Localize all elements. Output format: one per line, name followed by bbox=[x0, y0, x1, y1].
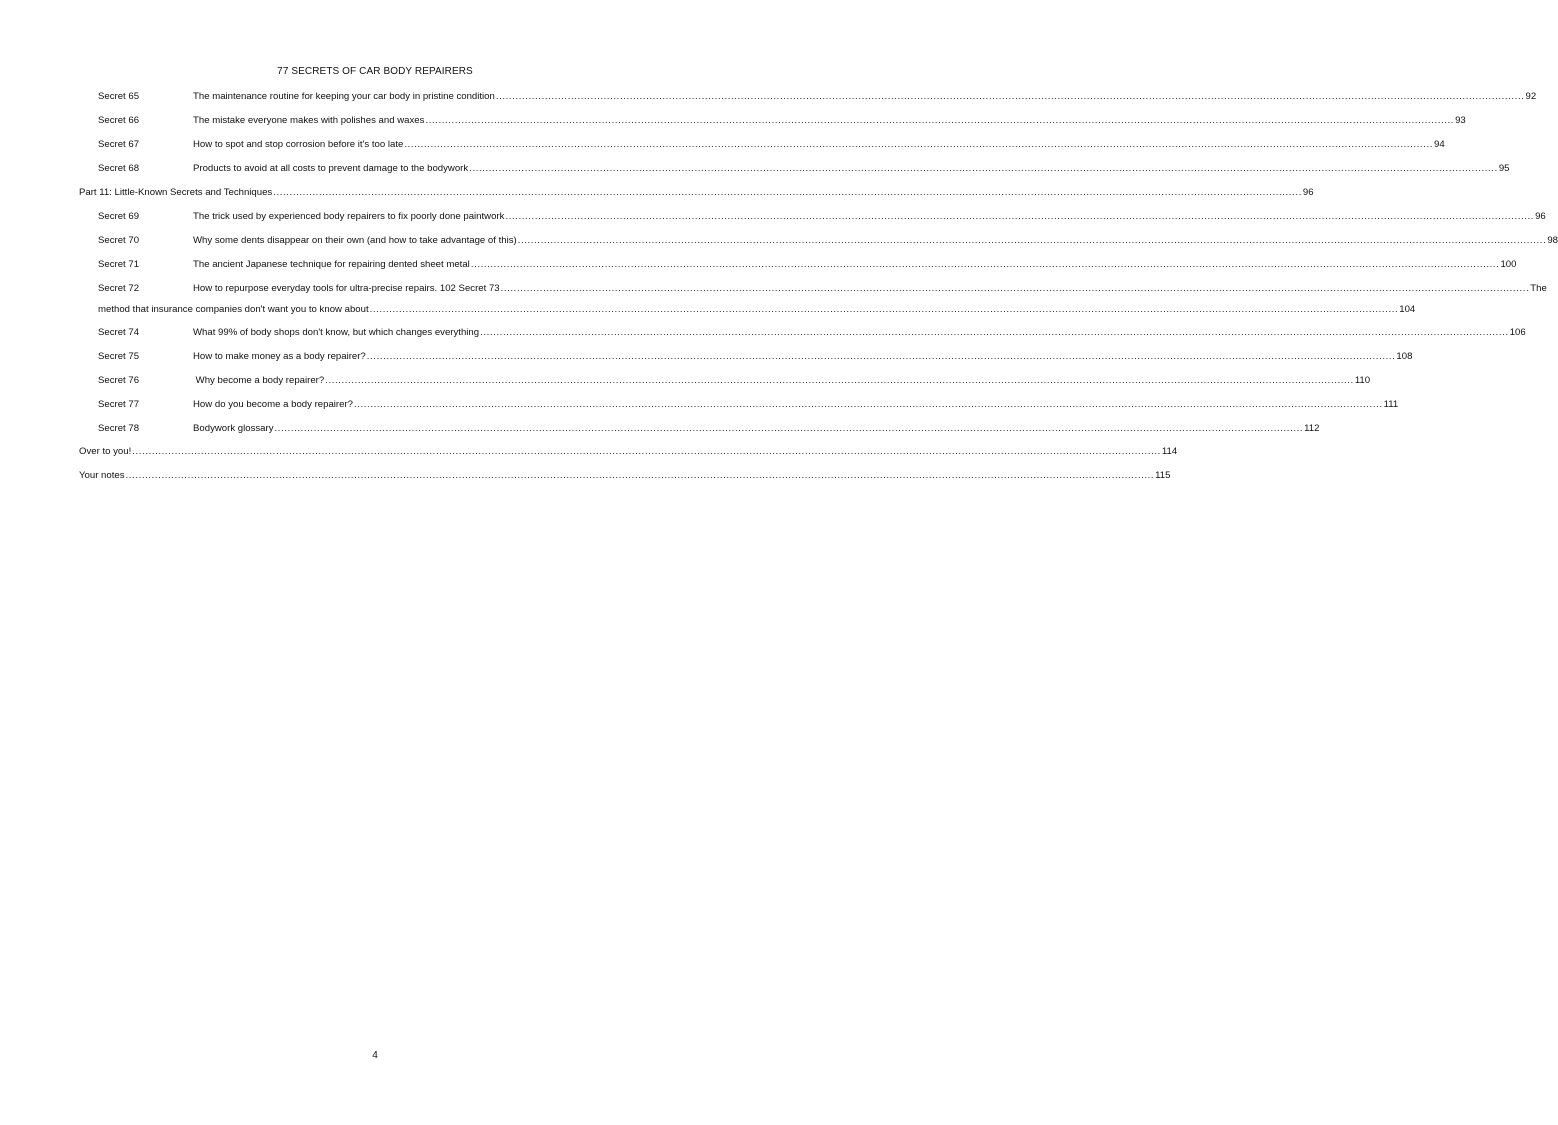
toc-entry-page: 96 bbox=[1535, 211, 1546, 222]
dot-leader bbox=[132, 445, 1161, 459]
dot-leader bbox=[518, 234, 1547, 248]
toc-entry-label: Secret 77 bbox=[98, 399, 140, 410]
running-header: 77 SECRETS OF CAR BODY REPAIRERS bbox=[277, 66, 473, 77]
toc-entry-over-to-you[interactable] bbox=[79, 445, 1178, 459]
toc-entry-title: Part 11: Little-Known Secrets and Techniques bbox=[79, 187, 273, 198]
toc-entry-secret-66[interactable] bbox=[98, 114, 1466, 128]
toc-entry-page: 100 bbox=[1500, 259, 1517, 270]
toc-entry-page: 114 bbox=[1161, 446, 1178, 457]
toc-entry-secret-78[interactable] bbox=[98, 422, 1320, 436]
toc-entry-title: The ancient Japanese technique for repairing dented sheet metal bbox=[193, 259, 470, 270]
toc-entry-label: Secret 75 bbox=[98, 351, 140, 362]
toc-entry-page: 115 bbox=[1155, 470, 1171, 481]
toc-entry-title: What 99% of body shops don't know, but which changes everything bbox=[193, 327, 480, 338]
dot-leader bbox=[404, 138, 1433, 152]
toc-entry-title: Over to you! bbox=[79, 446, 132, 457]
dot-leader bbox=[501, 282, 1530, 296]
toc-entry-page: 112 bbox=[1304, 423, 1320, 434]
dot-leader bbox=[496, 90, 1525, 104]
dot-leader bbox=[354, 398, 1383, 412]
dot-leader bbox=[469, 162, 1498, 176]
toc-entry-page: 95 bbox=[1498, 163, 1510, 174]
toc-entry-secret-68[interactable] bbox=[98, 162, 1510, 176]
toc-entry-title: Bodywork glossary bbox=[193, 423, 274, 434]
toc-entry-label: Secret 69 bbox=[98, 211, 140, 222]
dot-leader bbox=[367, 350, 1396, 364]
toc-entry-title: Products to avoid at all costs to prevent damage to the bodywork bbox=[193, 163, 469, 174]
toc-entry-secret-73-continued[interactable] bbox=[98, 303, 1416, 317]
dot-leader bbox=[425, 114, 1454, 128]
toc-entry-secret-75[interactable] bbox=[98, 350, 1413, 364]
toc-entry-page: The bbox=[1530, 283, 1547, 294]
toc-entry-label: Secret 71 bbox=[98, 259, 140, 270]
toc-entry-title: How to make money as a body repairer? bbox=[193, 351, 366, 362]
toc-entry-title: method that insurance companies don't want you to know about bbox=[98, 304, 369, 315]
toc-entry-title: How to repurpose everyday tools for ultra-precise repairs. 102 Secret 73 bbox=[193, 283, 500, 294]
toc-entry-page: 96 bbox=[1302, 187, 1314, 198]
toc-entry-label: Secret 68 bbox=[98, 163, 140, 174]
toc-entry-secret-77[interactable] bbox=[98, 398, 1399, 412]
toc-entry-title: The mistake everyone makes with polishes and waxes bbox=[193, 115, 425, 126]
toc-entry-secret-65[interactable] bbox=[98, 90, 1537, 104]
dot-leader bbox=[126, 469, 1155, 483]
toc-entry-page: 106 bbox=[1509, 327, 1526, 338]
toc-entry-label: Secret 78 bbox=[98, 423, 140, 434]
toc-entry-title: Your notes bbox=[79, 470, 125, 481]
page-number: 4 bbox=[372, 1050, 378, 1061]
dot-leader bbox=[471, 258, 1500, 272]
toc-entry-label: Secret 70 bbox=[98, 235, 140, 246]
dot-leader bbox=[480, 326, 1509, 340]
toc-entry-label: Secret 72 bbox=[98, 283, 140, 294]
toc-entry-page: 110 bbox=[1354, 375, 1371, 386]
toc-entry-label: Secret 67 bbox=[98, 139, 140, 150]
toc-entry-secret-67[interactable] bbox=[98, 138, 1445, 152]
toc-entry-title: The maintenance routine for keeping your car body in pristine condition bbox=[193, 91, 495, 102]
toc-entry-secret-69[interactable] bbox=[98, 210, 1546, 224]
dot-leader bbox=[325, 374, 1354, 388]
toc-entry-part-11[interactable] bbox=[79, 186, 1314, 200]
toc-entry-label: Secret 76 bbox=[98, 375, 140, 386]
toc-entry-title: Why some dents disappear on their own (and how to take advantage of this) bbox=[193, 235, 517, 246]
dot-leader bbox=[505, 210, 1534, 224]
toc-entry-secret-71[interactable] bbox=[98, 258, 1517, 272]
toc-entry-title: How do you become a body repairer? bbox=[193, 399, 353, 410]
toc-entry-secret-70[interactable] bbox=[98, 234, 1558, 248]
toc-entry-page: 108 bbox=[1396, 351, 1413, 362]
toc-entry-page: 94 bbox=[1433, 139, 1445, 150]
dot-leader bbox=[370, 303, 1399, 317]
toc-entry-page: 111 bbox=[1383, 399, 1399, 410]
toc-entry-label: Secret 66 bbox=[98, 115, 140, 126]
toc-entry-label: Secret 65 bbox=[98, 91, 140, 102]
toc-entry-page: 92 bbox=[1525, 91, 1537, 102]
toc-entry-page: 98 bbox=[1547, 235, 1558, 246]
dot-leader bbox=[273, 186, 1302, 200]
dot-leader bbox=[275, 422, 1304, 436]
toc-entry-your-notes[interactable] bbox=[79, 469, 1171, 483]
toc-entry-page: 104 bbox=[1399, 304, 1416, 315]
toc-entry-page: 93 bbox=[1455, 115, 1466, 126]
toc-entry-title: The trick used by experienced body repairers to fix poorly done paintwork bbox=[193, 211, 505, 222]
toc-entry-secret-72[interactable] bbox=[98, 282, 1547, 296]
toc-entry-title: How to spot and stop corrosion before it's too late bbox=[193, 139, 404, 150]
toc-entry-title: Why become a body repairer? bbox=[193, 375, 325, 386]
toc-entry-secret-74[interactable] bbox=[98, 326, 1526, 340]
toc-entry-secret-76[interactable] bbox=[98, 374, 1371, 388]
toc-entry-label: Secret 74 bbox=[98, 327, 140, 338]
